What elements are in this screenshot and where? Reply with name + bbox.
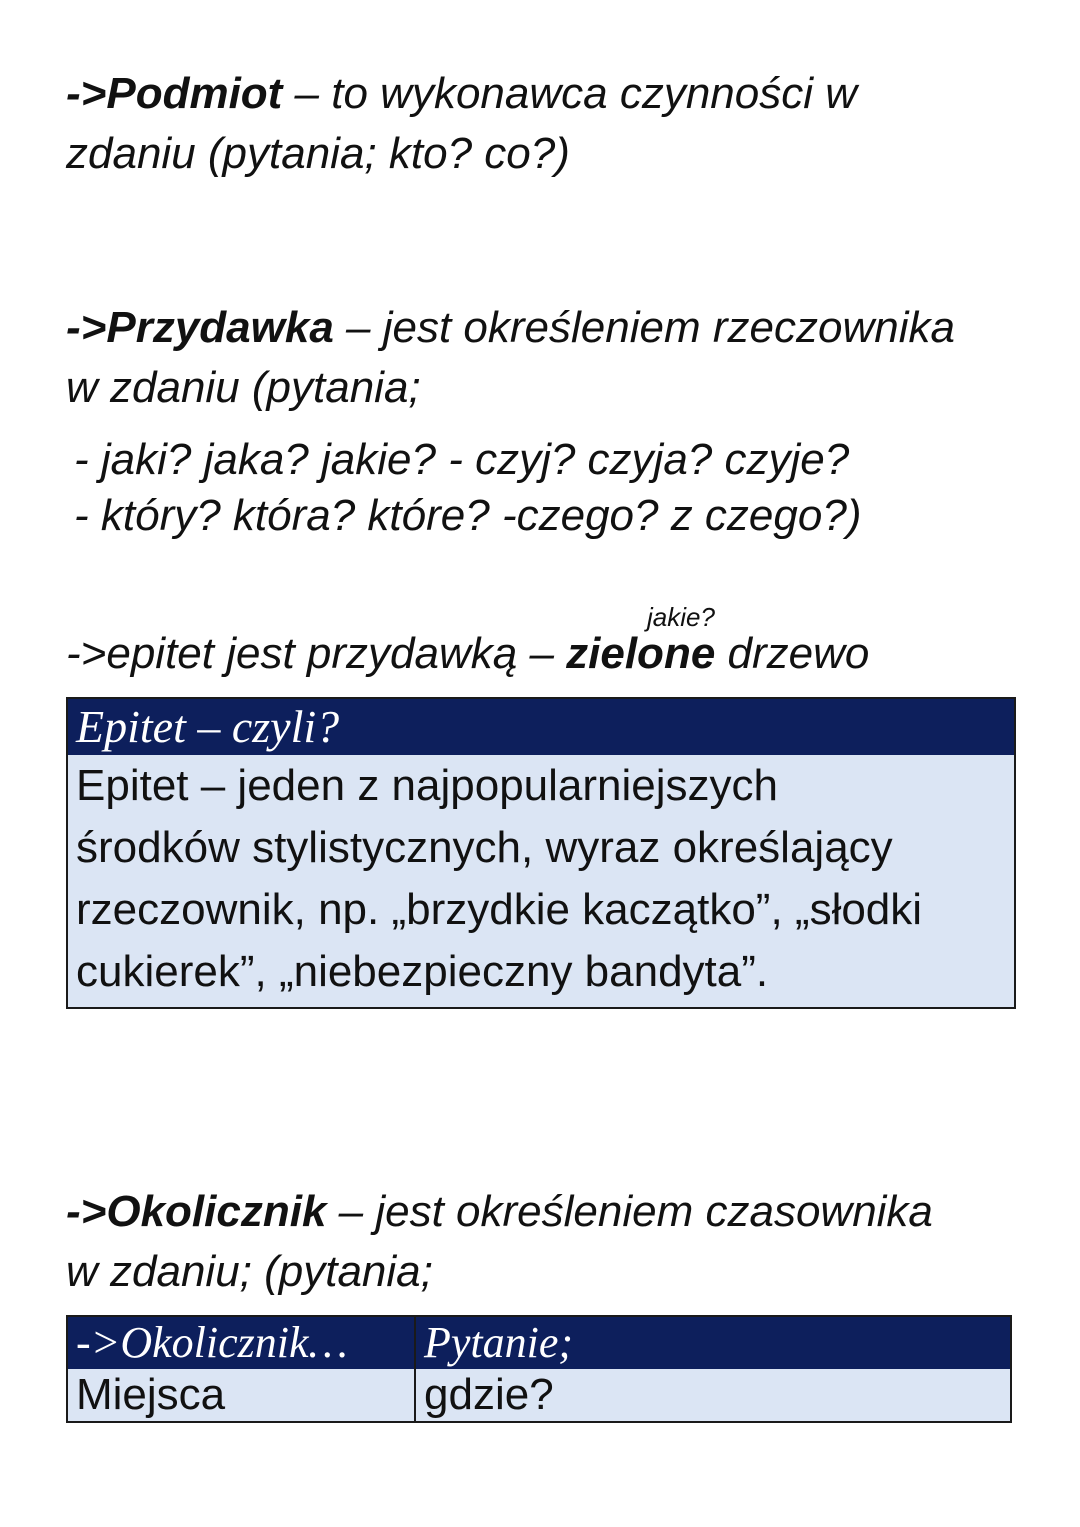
okolicznik-definition [66,1182,933,1302]
przydawka-line-1-rest: – jest określeniem rzeczownika [333,303,955,352]
podmiot-line-2: zdaniu (pytania; kto? co?) [66,129,570,178]
okolicznik-line-1-rest: – jest określeniem czasownika [326,1187,933,1236]
przydawka-questions [74,432,861,544]
przydawka-line-2: w zdaniu (pytania; [66,363,421,412]
epitet-box-line-2: środków stylistycznych, wyraz określający [76,823,893,872]
epitet-info-box [66,697,1016,1009]
przydawka-questions-line-2: - który? która? które? -czego? z czego?) [74,491,862,540]
podmiot-line-1-rest: – to wykonawca czynności w [282,69,858,118]
epitet-box-line-1: Epitet – jeden z najpopularniejszych [76,761,779,810]
podmiot-definition [66,64,857,184]
epitet-box-line-3: rzeczownik, np. „brzydkie kaczątko”, „słodki [76,885,923,934]
table-header-cell: Pytanie; [415,1316,1011,1369]
okolicznik-line-1 [66,1182,933,1242]
przydawka-term: ->Przydawka [66,303,334,352]
epitet-box-body [68,755,1014,1007]
przydawka-definition [66,298,955,418]
epitet-example-line [66,626,869,682]
podmiot-term: ->Podmiot [66,69,283,118]
table-header-cell: ->Okolicznik… [67,1316,415,1369]
table-cell: gdzie? [415,1369,1011,1422]
epitet-example-suffix: drzewo [715,629,870,678]
epitet-example-bold-word: zielone [566,629,716,678]
epitet-example-prefix: ->epitet jest przydawką – [66,629,567,678]
table-row [67,1369,1011,1422]
epitet-box-heading: Epitet – czyli? [68,699,1014,755]
table-header-row [67,1316,1011,1369]
przydawka-line-1 [66,298,955,358]
przydawka-questions-line-1: - jaki? jaka? jakie? - czyj? czyja? czyje? [74,435,850,484]
question-annotation: jakie? [647,602,715,632]
okolicznik-line-2: w zdaniu; (pytania; [66,1247,433,1296]
podmiot-line-1 [66,64,857,124]
okolicznik-term: ->Okolicznik [66,1187,327,1236]
okolicznik-table [66,1315,1012,1423]
table-cell: Miejsca [67,1369,415,1422]
epitet-box-line-4: cukierek”, „niebezpieczny bandyta”. [76,947,769,996]
